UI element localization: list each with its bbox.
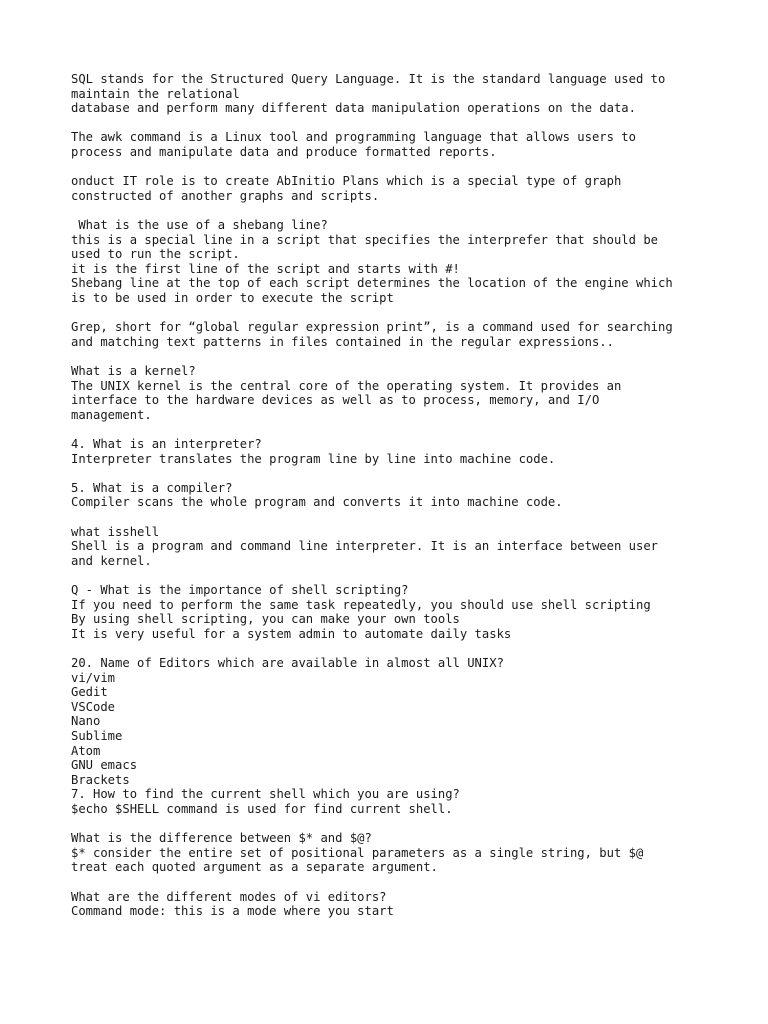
text-line: The awk command is a Linux tool and programming language that allows users to — [71, 130, 636, 145]
text-line: $* consider the entire set of positional parameters as a single string, but $@ — [71, 845, 644, 860]
text-line: 4. What is an interpreter? — [71, 437, 262, 451]
text-line: Command mode: this is a mode where you start — [71, 904, 394, 919]
text-line: Compiler scans the whole program and converts it into machine code. — [71, 495, 563, 510]
text-line: process and manipulate data and produce formatted reports. — [71, 145, 497, 159]
text-line: 7. How to find the current shell which you are using? — [71, 787, 460, 802]
text-line: it is the first line of the script and starts with #! — [71, 261, 460, 276]
text-line: Shebang line at the top of each script determines the location of the engine which — [71, 276, 673, 291]
text-line: Interpreter translates the program line by line into machine code. — [71, 451, 556, 466]
text-line: treat each quoted argument as a separate argument. — [71, 860, 438, 875]
text-line: database and perform many different data manipulation operations on the data. — [71, 101, 636, 116]
text-line: Atom — [71, 743, 101, 758]
text-line: Grep, short for “global regular expression print”, is a command used for searching — [71, 320, 673, 335]
text-line: Gedit — [71, 685, 108, 700]
text-line: onduct IT role is to create AbInitio Plans which is a special type of graph — [71, 174, 622, 189]
text-line: this is a special line in a script that specifies the interprefer that should be — [71, 232, 658, 247]
text-line: management. — [71, 407, 152, 422]
text-line: maintain the relational — [71, 86, 240, 101]
text-line: If you need to perform the same task repeatedly, you should use shell scripting — [71, 597, 651, 612]
text-line: Q - What is the importance of shell scripting? — [71, 583, 409, 597]
text-line: What are the different modes of vi editors? — [71, 889, 387, 904]
text-line: What is the use of a shebang line? — [71, 218, 328, 232]
text-line: $echo $SHELL command is used for find current shell. — [71, 802, 453, 816]
text-line: Nano — [71, 714, 101, 729]
text-line: interface to the hardware devices as well as to process, memory, and I/O — [71, 393, 600, 408]
text-line: and matching text patterns in files contained in the regular expressions.. — [71, 334, 614, 349]
text-line: The UNIX kernel is the central core of the operating system. It provides an — [71, 378, 622, 393]
text-line: By using shell scripting, you can make your own tools — [71, 612, 460, 627]
text-line: VSCode — [71, 699, 116, 714]
text-line: vi/vim — [71, 670, 116, 685]
text-line: What is the difference between $* and $@? — [71, 831, 372, 846]
text-line: 20. Name of Editors which are available in almost all UNIX? — [71, 656, 504, 670]
text-line: what isshell — [71, 524, 160, 539]
text-line: SQL stands for the Structured Query Language. It is the standard language used to — [71, 72, 666, 86]
text-line: is to be used in order to execute the script — [71, 291, 394, 305]
text-line: used to run the script. — [71, 247, 240, 262]
text-line: and kernel. — [71, 553, 152, 568]
text-line: constructed of another graphs and scripts. — [71, 188, 380, 203]
text-line: It is very useful for a system admin to automate daily tasks — [71, 626, 512, 641]
text-line: Sublime — [71, 729, 123, 743]
text-line: 5. What is a compiler? — [71, 480, 233, 495]
text-line: What is a kernel? — [71, 364, 196, 378]
text-line: Shell is a program and command line interpreter. It is an interface between user — [71, 539, 658, 554]
text-line: GNU emacs — [71, 758, 138, 773]
text-line: Brackets — [71, 772, 130, 787]
